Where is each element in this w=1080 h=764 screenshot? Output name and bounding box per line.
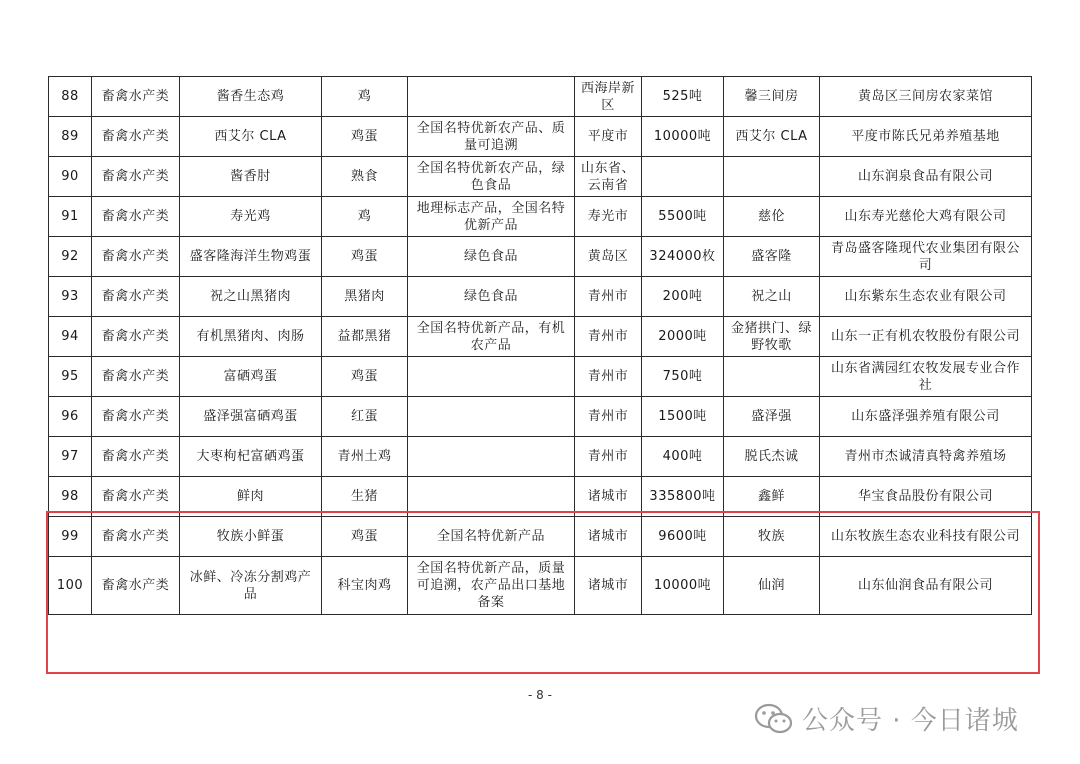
cell-honor [408,437,575,477]
cell-origin: 寿光市 [575,197,642,237]
cell-company: 山东牧族生态农业科技有限公司 [820,517,1032,557]
table-row [49,477,1032,517]
cell-honor: 绿色食品 [408,237,575,277]
cell-category: 畜禽水产类 [92,317,180,357]
cell-category: 畜禽水产类 [92,397,180,437]
cell-no: 92 [49,237,92,277]
cell-company: 山东紫东生态农业有限公司 [820,277,1032,317]
cell-category: 畜禽水产类 [92,197,180,237]
table-row [49,517,1032,557]
cell-product: 冰鲜、冷冻分割鸡产品 [180,557,322,615]
cell-category: 畜禽水产类 [92,437,180,477]
cell-no: 98 [49,477,92,517]
cell-company: 山东省满园红农牧发展专业合作社 [820,357,1032,397]
cell-brand: 盛客隆 [724,237,820,277]
cell-no: 96 [49,397,92,437]
cell-origin: 诸城市 [575,477,642,517]
cell-type: 科宝肉鸡 [322,557,408,615]
cell-category: 畜禽水产类 [92,117,180,157]
cell-brand: 馨三间房 [724,77,820,117]
cell-category: 畜禽水产类 [92,557,180,615]
cell-type: 鸡蛋 [322,357,408,397]
cell-output: 200吨 [642,277,724,317]
cell-output: 10000吨 [642,117,724,157]
table-row [49,277,1032,317]
table-row [49,77,1032,117]
cell-company: 山东盛泽强养殖有限公司 [820,397,1032,437]
cell-honor: 全国名特优新产品，有机农产品 [408,317,575,357]
cell-category: 畜禽水产类 [92,477,180,517]
cell-honor [408,77,575,117]
cell-category: 畜禽水产类 [92,357,180,397]
cell-output: 5500吨 [642,197,724,237]
cell-product: 酱香生态鸡 [180,77,322,117]
cell-honor: 全国名特优新农产品，绿色食品 [408,157,575,197]
cell-company: 山东润泉食品有限公司 [820,157,1032,197]
cell-type: 鸡 [322,197,408,237]
cell-brand [724,157,820,197]
table-row [49,197,1032,237]
cell-honor [408,397,575,437]
cell-type: 青州土鸡 [322,437,408,477]
cell-type: 鸡 [322,77,408,117]
cell-origin: 青州市 [575,437,642,477]
cell-product: 寿光鸡 [180,197,322,237]
cell-output: 525吨 [642,77,724,117]
cell-origin: 青州市 [575,317,642,357]
cell-company: 黄岛区三间房农家菜馆 [820,77,1032,117]
cell-output: 335800吨 [642,477,724,517]
cell-category: 畜禽水产类 [92,517,180,557]
table-row [49,397,1032,437]
product-table [48,76,1032,615]
table-row [49,317,1032,357]
watermark [754,700,1019,737]
cell-company: 山东寿光慈伦大鸡有限公司 [820,197,1032,237]
cell-product: 盛客隆海洋生物鸡蛋 [180,237,322,277]
cell-product: 酱香肘 [180,157,322,197]
cell-brand: 金猪拱门、绿野牧歌 [724,317,820,357]
cell-brand: 祝之山 [724,277,820,317]
cell-company: 华宝食品股份有限公司 [820,477,1032,517]
cell-company: 青州市杰诚清真特禽养殖场 [820,437,1032,477]
watermark-text: 公众号 · 今日诸城 [802,706,1019,736]
table-row [49,117,1032,157]
cell-type: 鸡蛋 [322,237,408,277]
table-row [49,237,1032,277]
cell-type: 鸡蛋 [322,117,408,157]
cell-brand: 西艾尔 CLA [724,117,820,157]
table-row [49,437,1032,477]
cell-output: 324000枚 [642,237,724,277]
cell-origin: 青州市 [575,357,642,397]
cell-company: 青岛盛客隆现代农业集团有限公司 [820,237,1032,277]
cell-no: 99 [49,517,92,557]
cell-brand: 慈伦 [724,197,820,237]
cell-origin: 西海岸新区 [575,77,642,117]
page-number: - 8 - [528,688,552,702]
cell-output: 1500吨 [642,397,724,437]
cell-product: 鲜肉 [180,477,322,517]
cell-company: 山东仙润食品有限公司 [820,557,1032,615]
cell-category: 畜禽水产类 [92,77,180,117]
cell-product: 有机黑猪肉、肉肠 [180,317,322,357]
cell-type: 红蛋 [322,397,408,437]
wechat-icon [754,702,794,736]
cell-honor [408,357,575,397]
table-row [49,357,1032,397]
cell-category: 畜禽水产类 [92,277,180,317]
cell-honor [408,477,575,517]
cell-origin: 平度市 [575,117,642,157]
cell-product: 大枣枸杞富硒鸡蛋 [180,437,322,477]
cell-type: 益都黑猪 [322,317,408,357]
cell-company: 平度市陈氏兄弟养殖基地 [820,117,1032,157]
cell-honor: 地理标志产品，全国名特优新产品 [408,197,575,237]
cell-brand: 牧族 [724,517,820,557]
cell-no: 88 [49,77,92,117]
cell-product: 富硒鸡蛋 [180,357,322,397]
cell-brand: 盛泽强 [724,397,820,437]
cell-output: 750吨 [642,357,724,397]
cell-output: 400吨 [642,437,724,477]
cell-no: 94 [49,317,92,357]
cell-product: 西艾尔 CLA [180,117,322,157]
cell-no: 91 [49,197,92,237]
cell-origin: 山东省、云南省 [575,157,642,197]
cell-output: 9600吨 [642,517,724,557]
cell-origin: 诸城市 [575,517,642,557]
cell-company: 山东一正有机农牧股份有限公司 [820,317,1032,357]
cell-output: 2000吨 [642,317,724,357]
cell-brand: 仙润 [724,557,820,615]
cell-output: 10000吨 [642,557,724,615]
cell-product: 牧族小鲜蛋 [180,517,322,557]
cell-type: 黑猪肉 [322,277,408,317]
cell-origin: 诸城市 [575,557,642,615]
cell-no: 100 [49,557,92,615]
cell-no: 97 [49,437,92,477]
cell-no: 89 [49,117,92,157]
cell-honor: 全国名特优新产品 [408,517,575,557]
table-row [49,157,1032,197]
product-table-body [49,77,1032,615]
cell-category: 畜禽水产类 [92,157,180,197]
cell-no: 90 [49,157,92,197]
cell-brand [724,357,820,397]
cell-honor: 全国名特优新农产品、质量可追溯 [408,117,575,157]
cell-origin: 青州市 [575,277,642,317]
cell-origin: 黄岛区 [575,237,642,277]
cell-origin: 青州市 [575,397,642,437]
cell-no: 95 [49,357,92,397]
cell-category: 畜禽水产类 [92,237,180,277]
cell-honor: 全国名特优新产品，质量可追溯，农产品出口基地备案 [408,557,575,615]
cell-honor: 绿色食品 [408,277,575,317]
cell-brand: 鑫鲜 [724,477,820,517]
cell-type: 熟食 [322,157,408,197]
cell-output [642,157,724,197]
cell-no: 93 [49,277,92,317]
table-row [49,557,1032,615]
cell-type: 鸡蛋 [322,517,408,557]
cell-type: 生猪 [322,477,408,517]
cell-brand: 脱氏杰诚 [724,437,820,477]
cell-product: 盛泽强富硒鸡蛋 [180,397,322,437]
cell-product: 祝之山黑猪肉 [180,277,322,317]
